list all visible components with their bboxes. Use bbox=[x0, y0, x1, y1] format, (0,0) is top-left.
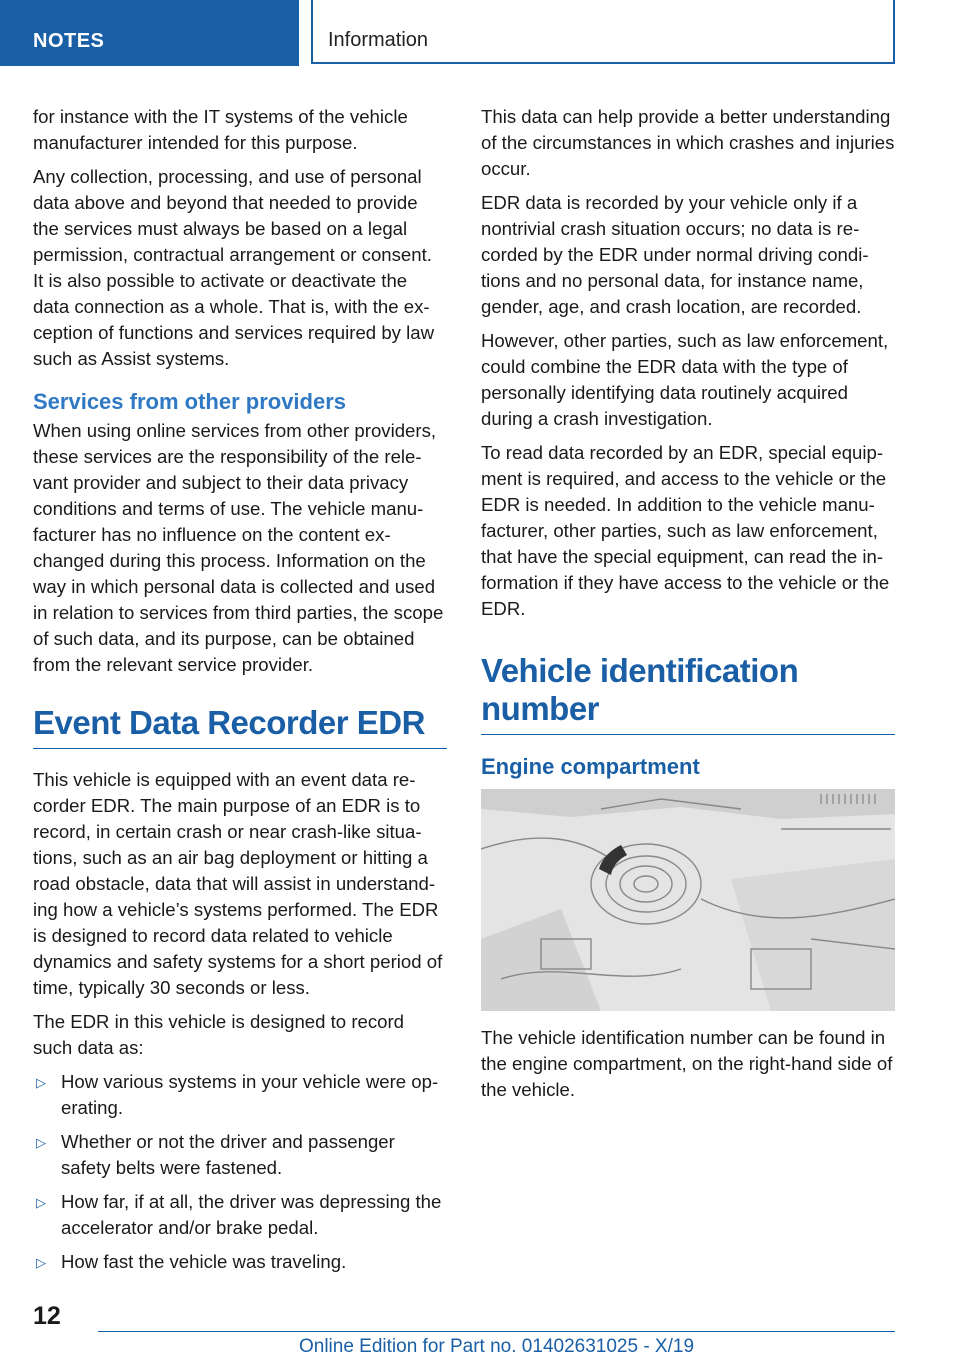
page-number: 12 bbox=[33, 1302, 61, 1330]
heading-services-other-providers: Services from other providers bbox=[33, 389, 347, 414]
paragraph: When using online services from other providers, these services are the responsibility of the relevant provider and subject to their data privacy conditions and terms of use. The vehicle manufacturer has no influence on the content exchanged during this process. Information on the way in which personal data is collected and used in relation to services from third parties, the scope of such data, and its purpose, can be obtained from the relevant service provider. bbox=[33, 420, 444, 675]
paragraph: EDR data is recorded by your vehicle only if a nontrivial crash situation occurs; no data is recorded by the EDR under normal driving conditions and no personal data, for instance name, gender, age, and crash location, are recorded. bbox=[481, 192, 869, 317]
heading-event-data-recorder: Event Data Recorder EDR bbox=[33, 704, 425, 741]
left-column bbox=[33, 104, 447, 1283]
page-header bbox=[0, 0, 960, 66]
paragraph: for instance with the IT systems of the vehicle manufacturer intended for this purpose. bbox=[33, 106, 408, 153]
paragraph: This data can help provide a better understanding of the circumstances in which crashes and injuries occur. bbox=[481, 106, 895, 179]
paragraph: However, other parties, such as law enforcement, could combine the EDR data with the type of personally identifying data routinely acquired during a crash investigation. bbox=[481, 330, 889, 429]
paragraph: Any collection, processing, and use of personal data above and beyond that needed to provide the services must always be based on a legal permission, contractual arrangement or consent. It is also possible to activate or deactivate the data connection as a whole. That is, with the exception of functions and services required by law such as Assist systems. bbox=[33, 166, 435, 369]
paragraph: The EDR in this vehicle is designed to record such data as: bbox=[33, 1011, 405, 1058]
paragraph: The vehicle identification number can be found in the engine compartment, on the right-hand side of the vehicle. bbox=[481, 1027, 893, 1100]
engine-compartment-image bbox=[481, 789, 895, 1011]
edr-data-list bbox=[33, 1069, 447, 1275]
triangle-bullet-icon: ▷ bbox=[36, 1255, 46, 1270]
list-item: ▷ How fast the vehicle was traveling. bbox=[33, 1249, 447, 1275]
paragraph: To read data recorded by an EDR, special equipment is required, and access to the vehicle or the EDR is needed. In addition to the vehicle manufacturer, other parties, such as law enforcement, that have the special equipment, can read the information if they have access to the vehicle or the EDR. bbox=[481, 442, 890, 619]
triangle-bullet-icon: ▷ bbox=[36, 1195, 46, 1210]
triangle-bullet-icon: ▷ bbox=[36, 1135, 46, 1150]
heading-engine-compartment: Engine compartment bbox=[481, 754, 700, 779]
footer-edition: Online Edition for Part no. 01402631025 - X/19 bbox=[298, 1336, 695, 1357]
heading-block-edr bbox=[33, 704, 447, 749]
triangle-bullet-icon: ▷ bbox=[36, 1075, 46, 1090]
footer-divider bbox=[98, 1331, 895, 1332]
list-item: ▷ How far, if at all, the driver was depressing the accelerator and/or brake pedal. bbox=[36, 1191, 442, 1238]
list-item: ▷ How various systems in your vehicle were operating. bbox=[36, 1071, 439, 1118]
heading-block-vin bbox=[481, 652, 895, 735]
chapter-title: Information bbox=[311, 0, 895, 64]
paragraph: This vehicle is equipped with an event data recorder EDR. The main purpose of an EDR is to record, in certain crash or near crash-like situations, such as an air bag deployment or hitting a road obstacle, data that will assist in understanding how a vehicle’s systems performed. The EDR is designed to record data related to vehicle dynamics and safety systems for a short period of time, typically 30 seconds or less. bbox=[33, 769, 443, 998]
section-tab: NOTES bbox=[0, 0, 299, 66]
heading-vehicle-identification-number: Vehicle identification number bbox=[481, 652, 799, 727]
list-item: ▷ Whether or not the driver and passenger safety belts were fastened. bbox=[36, 1131, 395, 1178]
right-column bbox=[481, 104, 895, 1111]
